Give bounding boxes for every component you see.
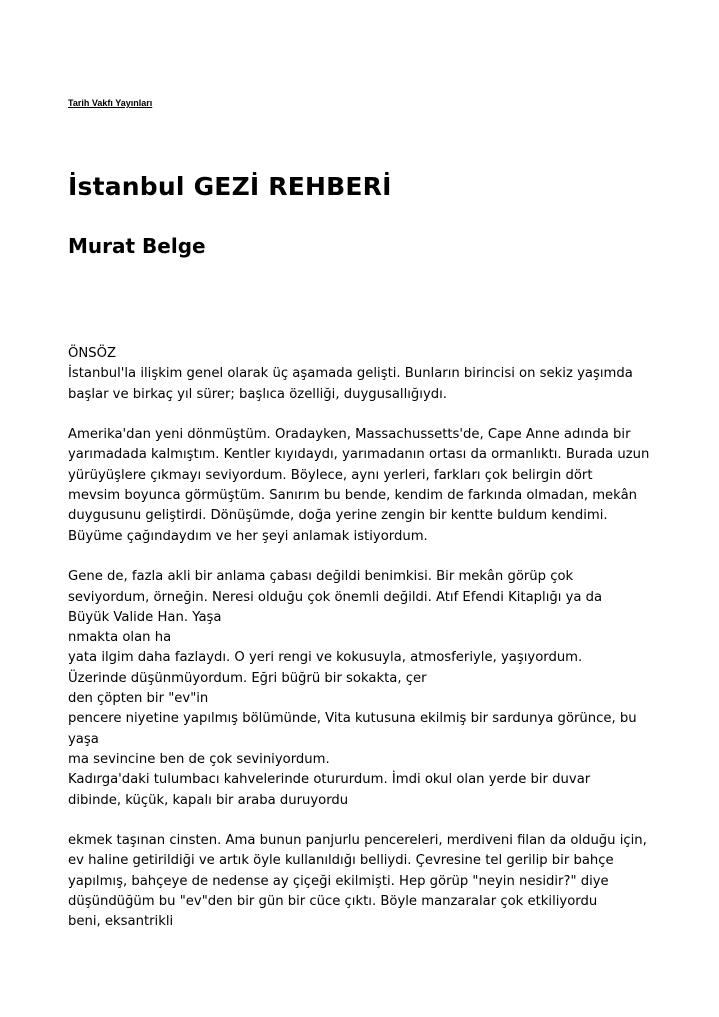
paragraph (68, 831, 668, 932)
text-line: Üzerinde düşünmüyordum. Eğri büğrü bir sokakta, çer (68, 670, 427, 686)
text-line: den çöpten bir "ev"in (68, 691, 209, 707)
paragraph-gap (68, 811, 668, 831)
text-line: beni, eksantrikli (68, 914, 174, 930)
paragraph (68, 567, 668, 811)
text-line: seviyordum, örneğin. Neresi olduğu çok önemli değildi. Atıf Efendi Kitaplığı ya da (68, 589, 603, 605)
text-line: ev haline getirildiği ve artık öyle kullanıldığı belliydi. Çevresine tel gerilip bir bahçe (68, 853, 614, 869)
text-line: ekmek taşınan cinsten. Ama bunun panjurlu pencereleri, merdiveni filan da olduğu için, (68, 833, 647, 849)
text-line: yarımadada kalmıştım. Kentler kıyıdaydı, yarımadanın ortası da ormanlıktı. Burada uzun (68, 447, 650, 463)
book-title: İstanbul GEZİ REHBERİ (68, 172, 392, 201)
text-line: İstanbul'la ilişkim genel olarak üç aşamada gelişti. Bunların birincisi on sekiz yaşımda (68, 366, 633, 382)
text-line: duygusunu geliştirdi. Dönüşümde, doğa yerine zengin bir kentte buldum kendimi. (68, 508, 608, 524)
paragraph (68, 364, 668, 405)
text-line: yapılmış, bahçeye de nedense ay çiçeği ekilmişti. Hep görüp "neyin nesidir?" diye (68, 873, 609, 889)
paragraph-gap (68, 405, 668, 425)
text-line: yaşa (68, 731, 99, 747)
paragraph (68, 425, 668, 547)
text-line: yata ilgim daha fazlaydı. O yeri rengi ve kokusuyla, atmosferiyle, yaşıyordum. (68, 650, 583, 666)
text-line: başlar ve birkaç yıl sürer; başlıca özelliği, duygusallığıydı. (68, 386, 447, 402)
text-line: yürüyüşlere çıkmayı seviyordum. Böylece, aynı yerleri, farkları çok belirgin dört (68, 467, 593, 483)
text-line: Büyük Valide Han. Yaşa (68, 609, 222, 625)
text-line: nmakta olan ha (68, 630, 172, 646)
text-line: mevsim boyunca görmüştüm. Sanırım bu bende, kendim de farkında olmadan, mekân (68, 488, 638, 504)
text-line: Kadırga'daki tulumbacı kahvelerinde otururdum. İmdi okul olan yerde bir duvar (68, 772, 591, 788)
author-name: Murat Belge (68, 234, 206, 258)
text-line: Büyüme çağındaydım ve her şeyi anlamak istiyordum. (68, 528, 428, 544)
body-text (68, 344, 668, 933)
paragraphs (68, 364, 668, 932)
text-line: pencere niyetine yapılmış bölümünde, Vita kutusuna ekilmiş bir sardunya görünce, bu (68, 711, 637, 727)
text-line: dibinde, küçük, kapalı bir araba duruyordu (68, 792, 349, 808)
section-heading: ÖNSÖZ (68, 346, 117, 361)
publisher-name: Tarih Vakfı Yayınları (68, 98, 153, 108)
text-line: ma sevincine ben de çok seviniyordum. (68, 751, 330, 767)
text-line: Amerika'dan yeni dönmüştüm. Oradayken, Massachussetts'de, Cape Anne adında bir (68, 427, 631, 443)
text-line: düşündüğüm bu "ev"den bir gün bir cüce çıktı. Böyle manzaralar çok etkiliyordu (68, 894, 598, 910)
paragraph-gap (68, 547, 668, 567)
text-line: Gene de, fazla akli bir anlama çabası değildi benimkisi. Bir mekân görüp çok (68, 569, 574, 585)
